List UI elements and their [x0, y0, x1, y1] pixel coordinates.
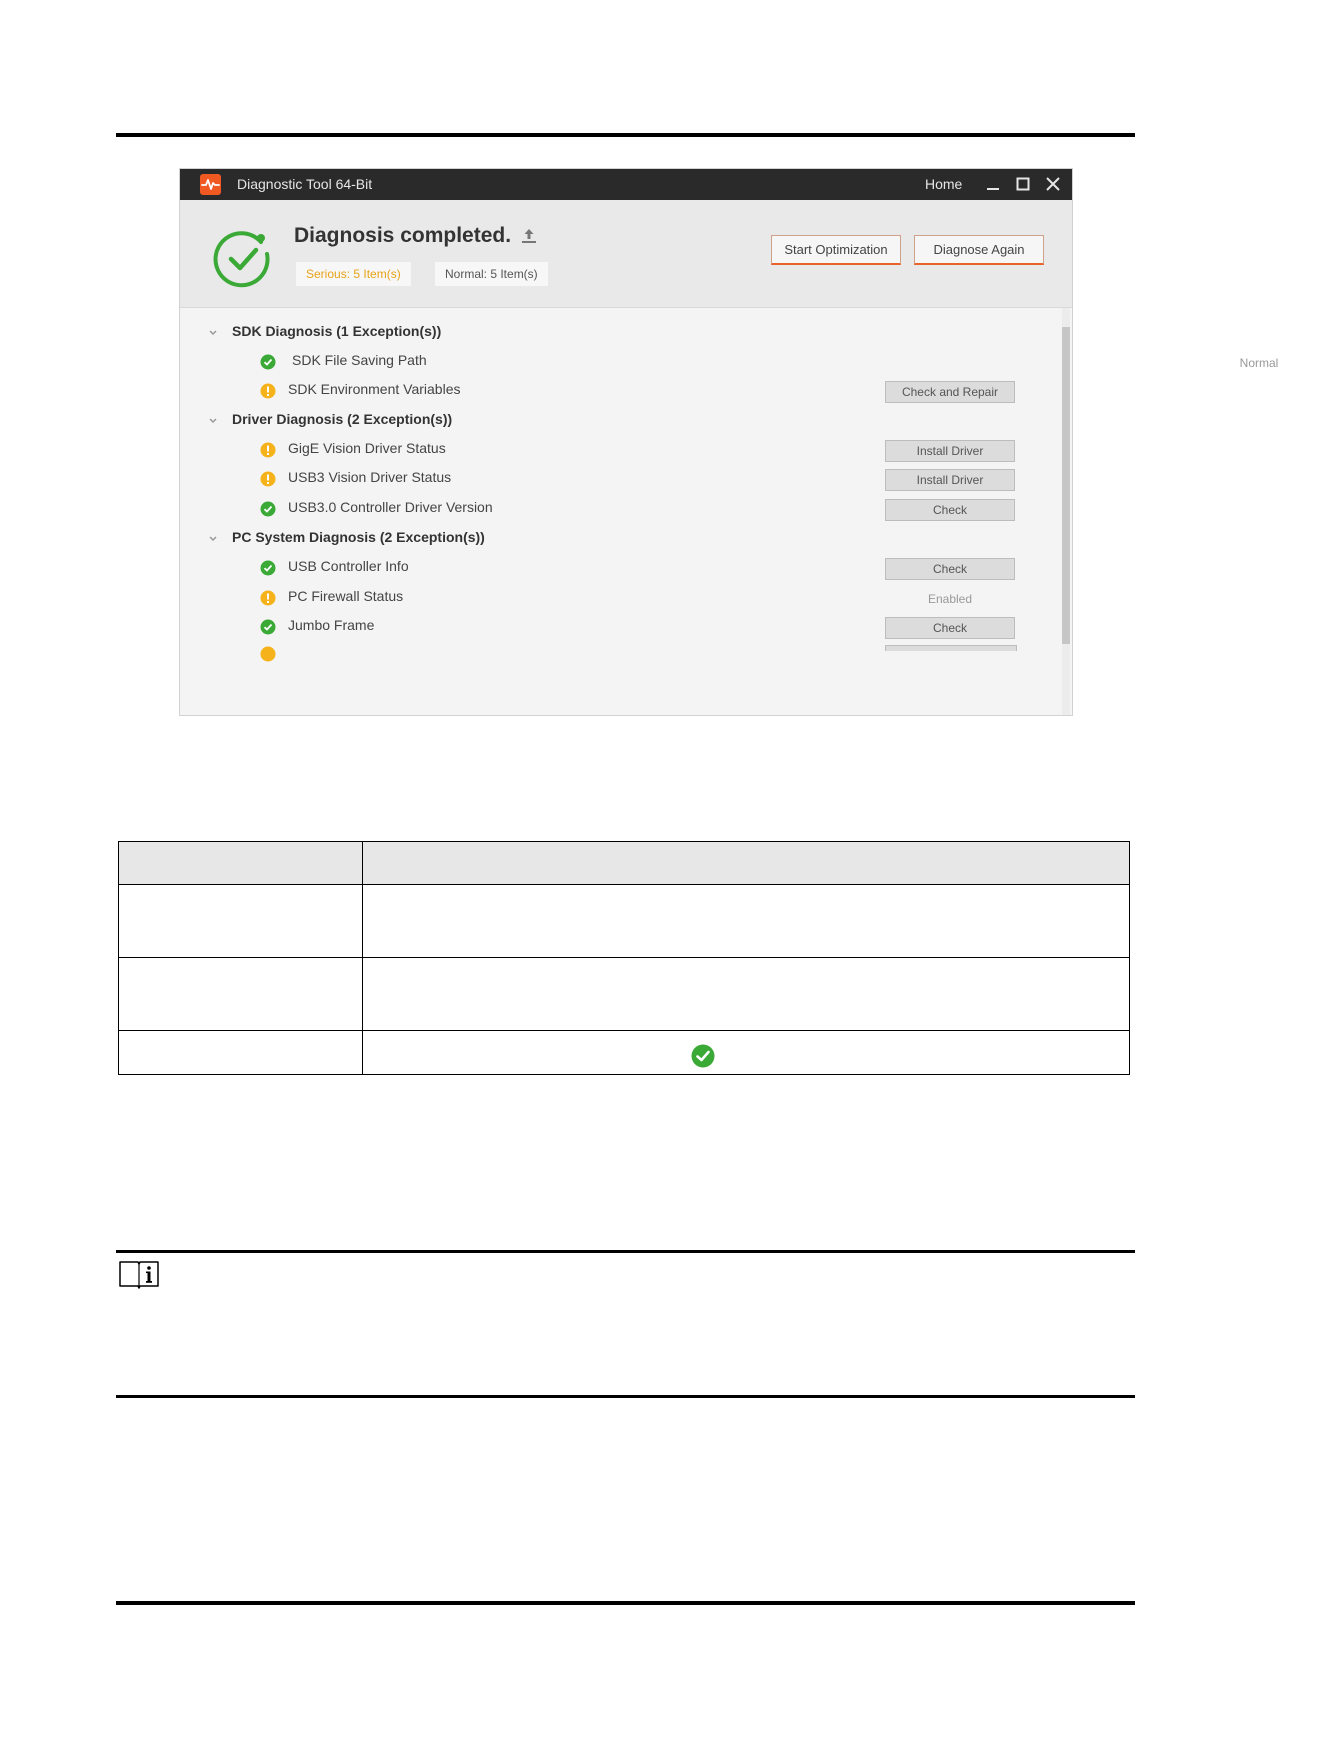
warning-icon: [260, 383, 276, 399]
note-bottom-rule: [116, 1395, 1135, 1398]
ok-check-icon: [260, 560, 276, 576]
list-item: [260, 352, 1040, 374]
start-optimization-button[interactable]: Start Optimization: [771, 235, 901, 265]
warning-icon: [260, 442, 276, 458]
item-label: Jumbo Frame: [288, 617, 375, 633]
diagnostic-tool-window: [179, 168, 1279, 716]
table-cell: [363, 885, 1130, 958]
item-label: USB3 Vision Driver Status: [288, 469, 452, 485]
group-title: Driver Diagnosis (2 Exception(s)): [232, 411, 453, 427]
diagnosis-title: Diagnosis completed.: [294, 224, 512, 247]
export-icon[interactable]: [520, 227, 538, 245]
install-driver-button[interactable]: Install Driver: [885, 440, 1015, 462]
diagnose-again-button[interactable]: Diagnose Again: [914, 235, 1044, 265]
item-status-text: Normal: [1239, 356, 1279, 370]
warning-icon: [260, 646, 276, 662]
check-button[interactable]: Check: [885, 558, 1015, 580]
warning-icon: [260, 471, 276, 487]
chevron-down-icon[interactable]: [206, 532, 220, 546]
table-cell: [363, 1031, 1130, 1075]
item-label: GigE Vision Driver Status: [288, 440, 446, 456]
check-and-repair-button[interactable]: Check and Repair: [885, 381, 1015, 403]
item-label: PC Firewall Status: [288, 588, 404, 604]
maximize-icon[interactable]: [1013, 174, 1033, 194]
table-cell: [119, 1031, 363, 1075]
clipped-button: [885, 645, 1017, 651]
item-label: SDK File Saving Path: [292, 352, 427, 368]
note-top-rule: [116, 1250, 1135, 1253]
status-table: [118, 841, 1130, 1075]
table-row: [119, 885, 1130, 958]
window-title: Diagnostic Tool 64-Bit: [237, 176, 373, 192]
header-rule: [116, 133, 1135, 137]
diagnosis-complete-check-icon: [213, 228, 273, 288]
table-header-cell: [363, 842, 1130, 885]
note-book-icon: [118, 1259, 160, 1289]
table-header-cell: [119, 842, 363, 885]
item-label: USB3.0 Controller Driver Version: [288, 499, 493, 515]
chevron-down-icon[interactable]: [206, 414, 220, 428]
table-row: [119, 958, 1130, 1031]
item-label: USB Controller Info: [288, 558, 409, 574]
group-title: PC System Diagnosis (2 Exception(s)): [232, 529, 485, 545]
minimize-icon[interactable]: [983, 174, 1003, 194]
check-button[interactable]: Check: [885, 617, 1015, 639]
home-link[interactable]: Home: [925, 176, 963, 192]
table-row: [119, 1031, 1130, 1075]
warning-icon: [260, 590, 276, 606]
install-driver-button[interactable]: Install Driver: [885, 469, 1015, 491]
app-logo-icon: [200, 174, 221, 195]
table-cell: [119, 958, 363, 1031]
table-header-row: [119, 842, 1130, 885]
close-icon[interactable]: [1043, 174, 1063, 194]
table-cell: [119, 885, 363, 958]
item-label: SDK Environment Variables: [288, 381, 461, 397]
serious-count-badge: Serious: 5 Item(s): [296, 262, 411, 286]
scrollbar-thumb[interactable]: [1062, 327, 1070, 644]
chevron-down-icon[interactable]: [206, 326, 220, 340]
ok-check-icon: [260, 619, 276, 635]
normal-status-check-icon: [691, 1044, 715, 1068]
table-cell: [363, 958, 1130, 1031]
group-title: SDK Diagnosis (1 Exception(s)): [232, 323, 442, 339]
check-button[interactable]: Check: [885, 499, 1015, 521]
normal-count-badge: Normal: 5 Item(s): [435, 262, 548, 286]
footer-rule: [116, 1601, 1135, 1605]
item-status-text: Enabled: [927, 592, 973, 606]
ok-check-icon: [260, 354, 276, 370]
diagnosis-list: [180, 308, 1279, 715]
title-bar: [180, 169, 1072, 200]
ok-check-icon: [260, 501, 276, 517]
diagnosis-summary-panel: [180, 200, 1072, 308]
